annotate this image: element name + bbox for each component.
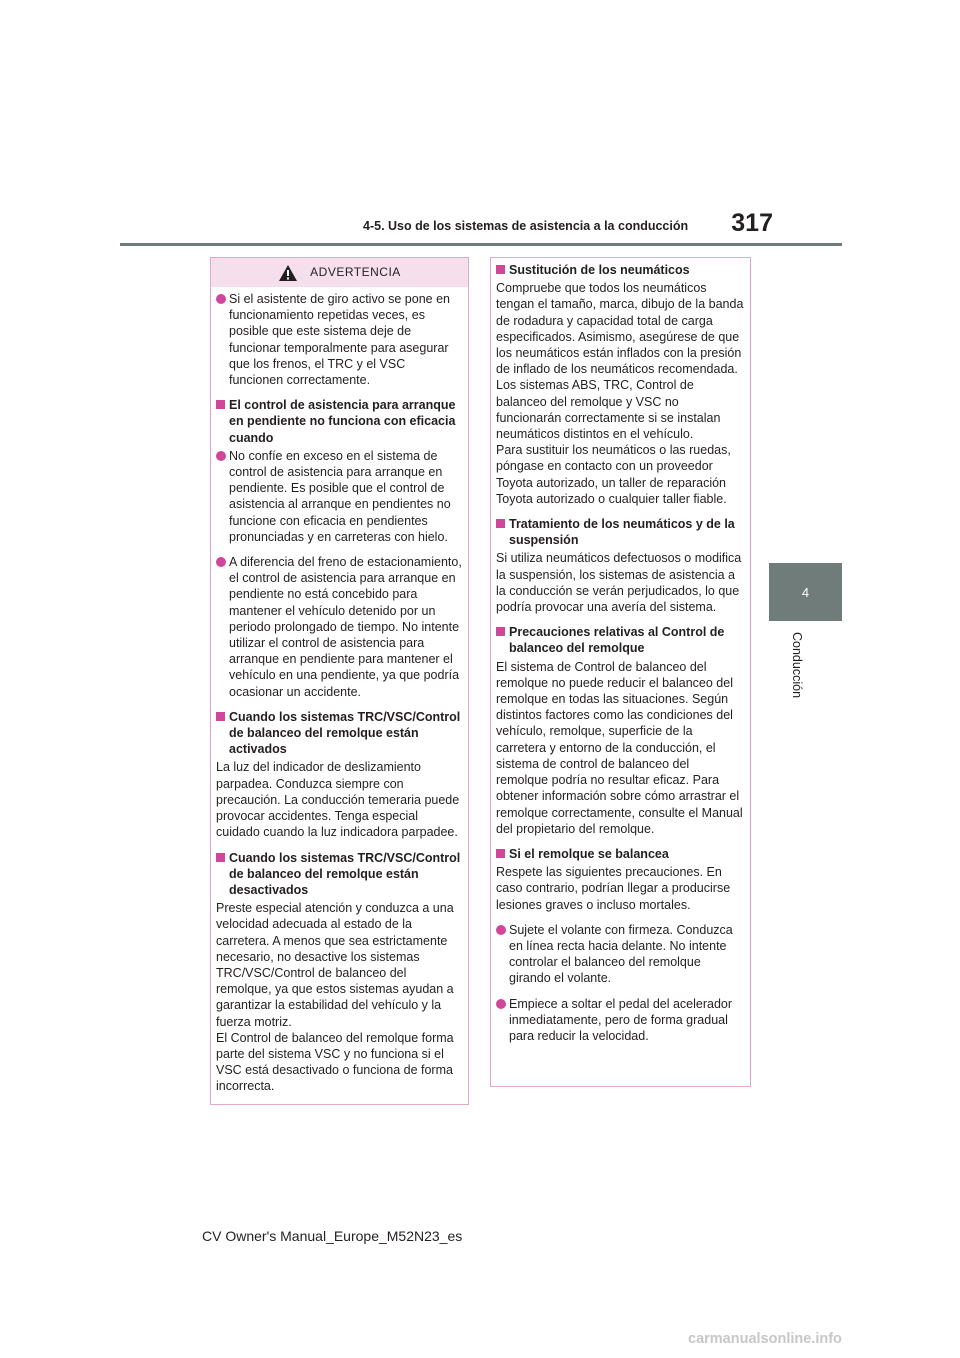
section-heading: Si el remolque se balancea — [496, 846, 744, 862]
section-heading: El control de asistencia para arranque en pendiente no funciona con eficacia cuando — [216, 397, 462, 446]
warning-bullet: A diferencia del freno de estacionamiento, el control de asistencia para arranque en pendiente no está concebido para mantener el vehículo detenido por un periodo prolongado de tiempo. No intente utilizar el control de asistencia para arranque en pendiente para mantener el vehículo en una pendiente, ya que podría ocasionar un accidente. — [216, 554, 462, 700]
section-text: Preste especial atención y conduzca a una velocidad adecuada al estado de la carretera. A menos que sea estrictamente necesario, no desactive los sistemas TRC/VSC/Control de balanceo del remolque, ya que estos sistemas ayudan a garantizar la estabilidad del vehículo y la fuerza motriz. — [216, 901, 454, 1029]
section-heading: Tratamiento de los neumáticos y de la suspensión — [496, 516, 744, 548]
section-text: El sistema de Control de balanceo del remolque no puede reducir el balanceo del remolque en todas las situaciones. Según distintos factores como las condiciones del vehículo, remolque, superficie de la carretera y entorno de la conducción, el sistema de control de balanceo del remolque podría no resultar eficaz. Para obtener información sobre cómo arrastrar el remolque correctamente, consulte el Manual del propietario del remolque. — [496, 659, 743, 836]
section-heading: Sustitución de los neumáticos — [496, 262, 744, 278]
chapter-tab — [769, 563, 842, 621]
section-heading: Cuando los sistemas TRC/VSC/Control de balanceo del remolque están desactivados — [216, 850, 462, 899]
section-text: Para sustituir los neumáticos o las ruedas, póngase en contacto con un proveedor Toyota autorizado, un taller de reparación Toyota autorizado o cualquier taller fiable. — [496, 443, 731, 506]
section-text: El Control de balanceo del remolque forma parte del sistema VSC y no funciona si el VSC está desactivado o funciona de forma incorrecta. — [216, 1030, 454, 1094]
section-title: 4-5. Uso de los sistemas de asistencia a la conducción — [363, 219, 689, 233]
section-text: Si utiliza neumáticos defectuosos o modifica la suspensión, los sistemas de asistencia a la conducción se verán perjudicados, lo que podría provocar una avería del sistema. — [496, 551, 742, 615]
warning-bullet: Si el asistente de giro activo se pone en funcionamiento repetidas veces, es posible que este sistema deje de funcionar temporalmente para asegurar que los frenos, el TRC y el VSC funcionen correctamente. — [216, 291, 462, 388]
warning-box-continued — [490, 257, 751, 1087]
warning-bullet: Sujete el volante con firmeza. Conduzca en línea recta hacia delante. No intente controlar el balanceo del remolque girando el volante. — [496, 922, 744, 987]
chapter-label: Conducción — [790, 632, 804, 699]
section-text: Compruebe que todos los neumáticos tengan el tamaño, marca, dibujo de la banda de rodadura y capacidad total de carga especificados. Asimismo, asegúrese de que los neumáticos están inflados con la presión de inflado de los neumáticos recomendada. — [496, 281, 744, 377]
warning-box — [210, 257, 469, 1105]
page-number: 317 — [731, 209, 773, 237]
header-rule — [120, 243, 842, 246]
watermark: carmanualsonline.info — [688, 1331, 842, 1347]
section-text: La luz del indicador de deslizamiento parpadea. Conduzca siempre con precaución. La conducción temeraria puede provocar accidentes. Tenga especial cuidado cuando la luz indicadora parpadee. — [216, 760, 460, 840]
section-heading: Precauciones relativas al Control de balanceo del remolque — [496, 624, 744, 656]
section-heading: Cuando los sistemas TRC/VSC/Control de balanceo del remolque están activados — [216, 709, 462, 758]
warning-triangle-icon — [278, 264, 298, 282]
warning-title: ADVERTENCIA — [310, 265, 401, 280]
manual-id: CV Owner's Manual_Europe_M52N23_es — [202, 1228, 463, 1244]
warning-bullet: Empiece a soltar el pedal del acelerador inmediatamente, pero de forma gradual para reducir la velocidad. — [496, 996, 744, 1045]
warning-bullet: No confíe en exceso en el sistema de control de asistencia para arranque en pendiente. Es posible que el control de asistencia al arranque en pendientes no funcione con eficacia en pendientes pronunciadas y en carreteras con hielo. — [216, 448, 462, 545]
warning-header — [211, 258, 468, 287]
section-text: Respete las siguientes precauciones. En caso contrario, podrían llegar a producirse lesiones graves o incluso mortales. — [496, 865, 731, 912]
chapter-number: 4 — [801, 584, 810, 600]
section-text: Los sistemas ABS, TRC, Control de balanceo del remolque y VSC no funcionarán correctamente si se instalan neumáticos distintos en el vehículo. — [496, 378, 721, 442]
